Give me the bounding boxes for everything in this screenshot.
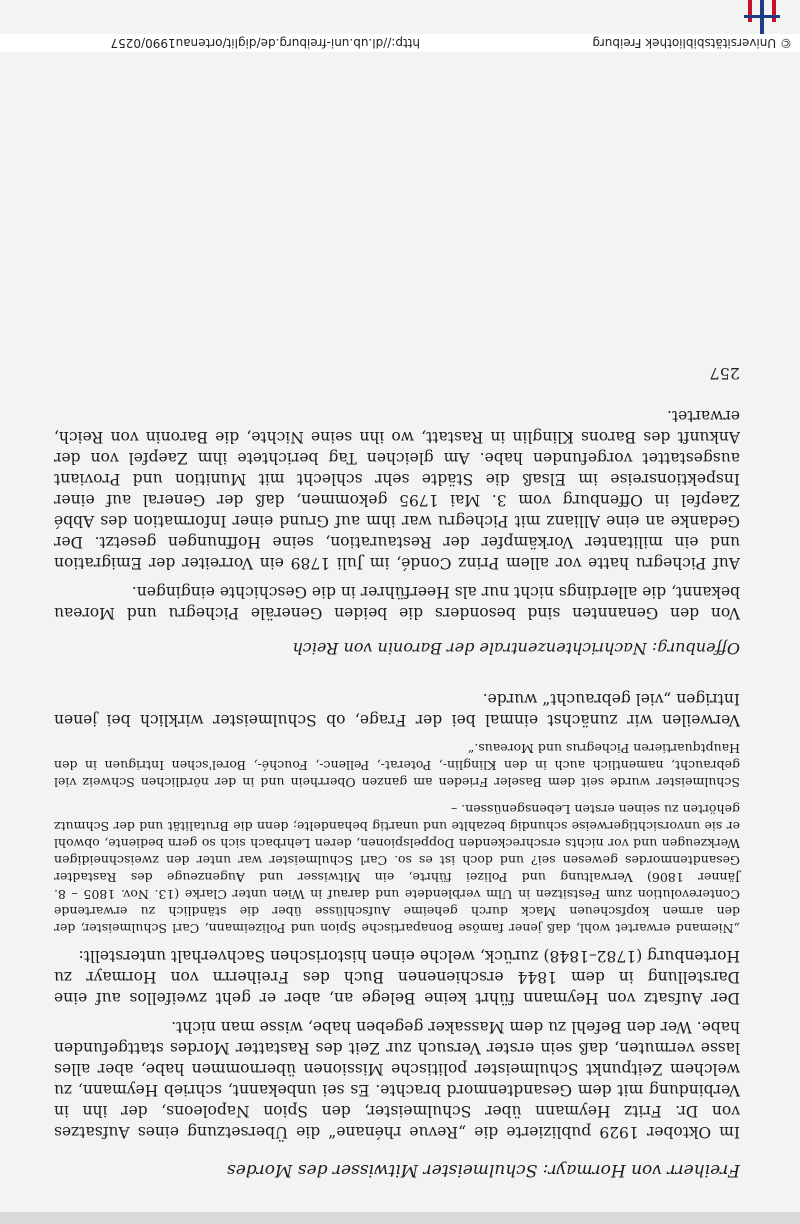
bottom-strip <box>0 1212 800 1224</box>
body-paragraph: Von den Genannten sind besonders die beiden Generäle Pichegru und Moreau bekannt, die allerdings nicht nur als Heerführer in die Geschichte eingingen. <box>54 583 740 622</box>
page-number: 257 <box>709 364 740 383</box>
body-paragraph: Im Oktober 1929 publizierte die „Revue rhénane“ die Übersetzung eines Aufsatzes von Dr. Fritz Heymann über Schulmeister, den Spion Napoleons, der ihn in Verbindung mit dem Gesandtenmord brachte. Es sei unbekannt, schrieb Heymann, zu welchem Zeitpunkt Schulmeister politische Missionen übernommen habe, aber alles lasse vermuten, daß sein erster Versuch zur Zeit des Rastatter Mordes stattgefunden habe. Wer den Befehl zu dem Massaker gegeben habe, wisse man nicht. <box>54 1018 740 1141</box>
body-paragraph: Auf Pichegru hatte vor allem Prinz Condé, im Juli 1789 ein Vorreiter der Emigration und ein militanter Vorkämpfer der Restauration, seine Hoffnungen gesetzt. Der Gedanke an eine Allianz mit Pichegru war ihm auf Grund einer Information des Abbé Zaepfel in Offenburg vom 3. Mai 1795 gekommen, daß der General auf einer Inspektionsreise im Elsaß die Städte sehr schlecht mit Munition und Proviant ausgestattet vorgefunden habe. Am gleichen Tag berichtete ihm Zaepfel von der Ankunft des Barons Klinglin in Rastatt, wo ihn seine Nichte, die Baronin von Reich, erwartet. <box>54 407 740 572</box>
source-url-link[interactable]: http://dl.ub.uni-freiburg.de/diglit/ortenau1990/0257 <box>110 36 420 50</box>
section-heading: Offenburg: Nachrichtenzentrale der Baronin von Reich <box>292 639 740 658</box>
copyright-text: © Universitätsbibliothek Freiburg <box>592 36 792 50</box>
body-paragraph: Der Aufsatz von Heymann führt keine Belege an, aber er geht zweifellos auf eine Darstellung in dem 1844 erschienenen Buch des Freiherrn von Hormayr zu Hortenburg (1782–1848) zurück, welche einen historischen Sachverhalt unterstellt: <box>54 947 740 1007</box>
quote-paragraph: Schulmeister wurde seit dem Baseler Frieden am ganzen Oberrhein und in der nördlichen Schweiz viel gebraucht, namentlich auch in den Klinglin-, Poterat-, Pellenc-, Fouché-, Borel'schen Intriguen in den Hauptquartieren Pichegrus und Moreaus.“ <box>54 741 740 790</box>
body-paragraph: Verweilen wir zunächst einmal bei der Frage, ob Schulmeister wirklich bei jenen Intrigen „viel gebraucht“ wurde. <box>54 690 740 729</box>
quote-paragraph: „Niemand erwartet wohl, daß jener famöse Bonapartische Spion und Polizeimann, Carl Schulmeister, der den armen kopfscheuen Mack durch geheime Aufschlüsse über die ständlich zu erwartende Conterevolution zum Festsitzen in Ulm verblendete und darauf in Wien unter Clarke (13. Nov. 1805 – 8. Jänner 1806) Verwaltung und Polizei führte, ein Mitwisser und Augenzeuge des Rastadter Gesandtenmordes gewesen sei? und doch ist es so. Carl Schulmeister war unter den zweischneidigen Werkzeugen und vor nichts erschreckenden Doppelspionen, deren Lehrbach sich so gern bediente, obwohl er sie unvorsichtigerweise schundig bezahlte und unartig behandelte; denn die Brutalität und der Schmutz gehörten zu seinen ersten Lebensgenüssen. – <box>54 802 740 936</box>
library-logo-icon <box>738 0 786 34</box>
page-text-block <box>54 364 740 1180</box>
running-head: Freiherr von Hormayr: Schulmeister Mitwisser des Mordes <box>226 1160 740 1180</box>
viewer-footer <box>0 34 800 52</box>
